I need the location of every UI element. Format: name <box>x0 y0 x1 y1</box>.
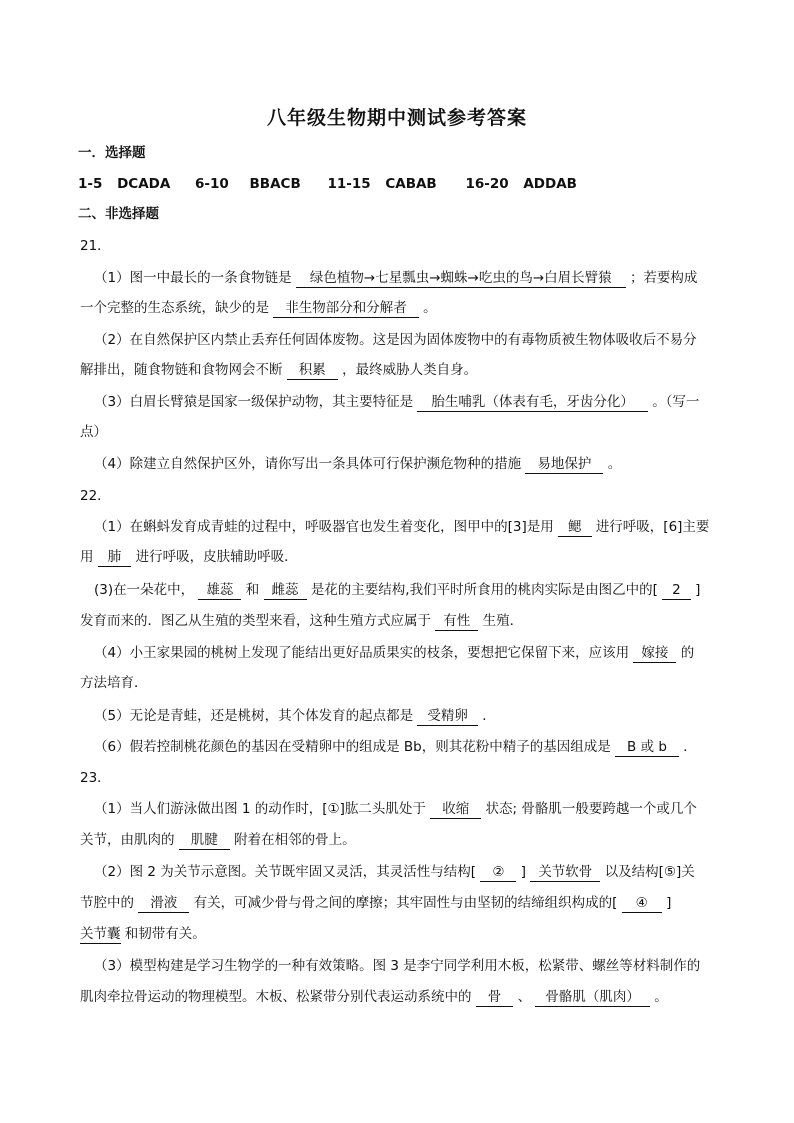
answer-blank: 雄蕊 <box>198 582 241 600</box>
q23-part1-line1 <box>94 799 697 819</box>
q23-part2-line3 <box>80 924 206 944</box>
answer-letters: DCADA <box>117 176 171 192</box>
question-number: 22． <box>80 488 111 504</box>
text: （5）无论是青蛙，还是桃树，其个体发育的起点都是 <box>94 708 414 724</box>
answer-blank: 骨 <box>476 989 514 1007</box>
q23-part3-line1: （3）模型构建是学习生物学的一种有效策略。图 3 是李宁同学利用木板，松紧带、螺丝等材料制作的 <box>94 958 701 974</box>
answer-blank: 积累 <box>287 362 338 380</box>
text: ] <box>695 582 701 598</box>
answer-blank: 非生物部分和分解者 <box>273 300 419 318</box>
text: 和 <box>245 582 260 598</box>
q22-part3-line1 <box>94 580 700 600</box>
text: 、 <box>517 989 532 1005</box>
text: （3）白眉长臂猿是国家一级保护动物，其主要特征是 <box>94 394 414 410</box>
text: 和韧带有关。 <box>124 926 206 942</box>
q22-part4-line2: 方法培育． <box>80 675 148 691</box>
page-title: 八年级生物期中测试参考答案 <box>266 107 527 129</box>
text: ；若要构成 <box>629 270 698 286</box>
question-number: 23． <box>80 770 111 786</box>
text: （1）图一中最长的一条食物链是 <box>94 270 292 286</box>
q21-part4 <box>94 454 621 474</box>
question-number: 21． <box>80 238 111 254</box>
text: 进行呼吸，[6]主要 <box>595 519 710 535</box>
answer-blank: 关节囊 <box>80 926 121 942</box>
text: 的 <box>680 645 695 661</box>
text: 节腔中的 <box>80 895 134 911</box>
q22-part5 <box>94 706 496 726</box>
text: 关节，由肌肉的 <box>80 832 175 848</box>
text: 状态; 骨骼肌一般要跨越一个或几个 <box>485 801 697 817</box>
q21-part2-line2 <box>80 360 477 380</box>
answer-range: 16-20 <box>465 176 509 192</box>
q23-part2-line1 <box>94 862 695 882</box>
text: 一个完整的生态系统，缺少的是 <box>80 300 269 316</box>
answer-range: 11-15 <box>327 176 371 192</box>
section-heading-nonchoice: 二、非选择题 <box>78 206 159 222</box>
text: （2）图 2 为关节示意图。关节既牢固又灵活，其灵活性与结构[ <box>94 864 477 880</box>
answer-blank: 关节软骨 <box>530 864 600 882</box>
text: 用 <box>80 549 94 565</box>
section-heading-choice: 一．选择题 <box>78 145 146 161</box>
q22-part4-line1 <box>94 643 694 663</box>
q22-part3-line2 <box>80 611 523 631</box>
answer-blank: 肌腱 <box>179 832 230 850</box>
answer-blank: 有性 <box>435 613 478 631</box>
q21-part3-line1 <box>94 392 699 412</box>
q21-part1-line1 <box>94 268 697 288</box>
text: 。 <box>654 989 668 1005</box>
text: 。（写一 <box>652 394 700 410</box>
text: 。 <box>423 300 437 316</box>
text: (3)在一朵花中， <box>94 582 195 598</box>
text: 解排出，随食物链和食物网会不断 <box>80 362 283 378</box>
text: 附着在相邻的骨上。 <box>234 832 356 848</box>
answer-letters: CABAB <box>385 176 437 192</box>
q21-part1-line2 <box>80 298 437 318</box>
text: ． <box>683 739 697 755</box>
answer-blank: 雌蕊 <box>264 582 307 600</box>
text: ． <box>482 708 496 724</box>
q23-part1-line2 <box>80 830 356 850</box>
answer-blank: ② <box>480 864 516 882</box>
answer-blank: 2 <box>662 582 691 600</box>
answer-blank: 滑液 <box>138 895 189 913</box>
answer-blank: 嫁接 <box>633 645 676 663</box>
q22-part1-line1 <box>94 517 709 537</box>
text: 。 <box>607 456 622 472</box>
text: ] <box>520 864 527 880</box>
answer-range: 6-10 <box>195 176 229 192</box>
text: 进行呼吸，皮肤辅助呼吸． <box>135 549 298 565</box>
text: （4）小王家果园的桃树上发现了能结出更好品质果实的枝条，要想把它保留下来，应该用 <box>94 645 630 661</box>
answer-letters: ADDAB <box>523 176 577 192</box>
answer-blank: ④ <box>622 895 662 913</box>
text: （6）假若控制桃花颜色的基因在受精卵中的组成是 Bb，则其花粉中精子的基因组成是 <box>94 739 611 755</box>
answer-blank: 肺 <box>98 549 132 567</box>
text: 有关，可减少骨与骨之间的摩擦；其牢固性与由坚韧的结缔组织构成的[ <box>193 895 618 911</box>
q23-part3-line2 <box>80 987 668 1007</box>
text: （1）当人们游泳做出图 1 的动作时，[①]肱二头肌处于 <box>94 801 426 817</box>
text: ，最终威胁人类自身。 <box>342 362 478 378</box>
q21-part3-line2: 点） <box>80 424 107 440</box>
q23-part2-line2 <box>80 893 671 913</box>
text: 以及结构[⑤]关 <box>604 864 695 880</box>
answer-blank: B 或 b <box>615 739 679 757</box>
text: ] <box>666 895 672 911</box>
answer-blank: 胎生哺乳（体表有毛，牙齿分化） <box>417 394 648 412</box>
q22-part6 <box>94 737 697 757</box>
text: 是花的主要结构,我们平时所食用的桃肉实际是由图乙中的[ <box>310 582 658 598</box>
answer-blank: 受精卵 <box>417 708 478 726</box>
answer-blank: 绿色植物→七星瓢虫→蜘蛛→吃虫的鸟→白眉长臂猿 <box>296 270 626 288</box>
answer-blank: 易地保护 <box>525 456 603 474</box>
text: （4）除建立自然保护区外，请你写出一条具体可行保护濒危物种的措施 <box>94 456 522 472</box>
text: 发育而来的．图乙从生殖的类型来看，这种生殖方式应属于 <box>80 613 431 629</box>
choice-answers-row <box>78 174 577 194</box>
answer-range: 1-5 <box>78 176 103 192</box>
answer-blank: 鳃 <box>558 519 592 537</box>
q21-part2-line1: （2）在自然保护区内禁止丢弃任何固体废物。这是因为固体废物中的有毒物质被生物体吸收后不易分 <box>94 332 697 348</box>
answer-letters: BBACB <box>249 176 301 192</box>
text: 肌肉牵拉骨运动的物理模型。木板、松紧带分别代表运动系统中的 <box>80 989 472 1005</box>
text: （1）在蝌蚪发育成青蛙的过程中，呼吸器官也发生着变化，图甲中的[3]是用 <box>94 519 554 535</box>
text: 生殖． <box>482 613 524 629</box>
answer-blank: 收缩 <box>430 801 481 819</box>
q22-part1-line2 <box>80 547 298 567</box>
answer-blank: 骨骼肌（肌肉） <box>535 989 650 1007</box>
